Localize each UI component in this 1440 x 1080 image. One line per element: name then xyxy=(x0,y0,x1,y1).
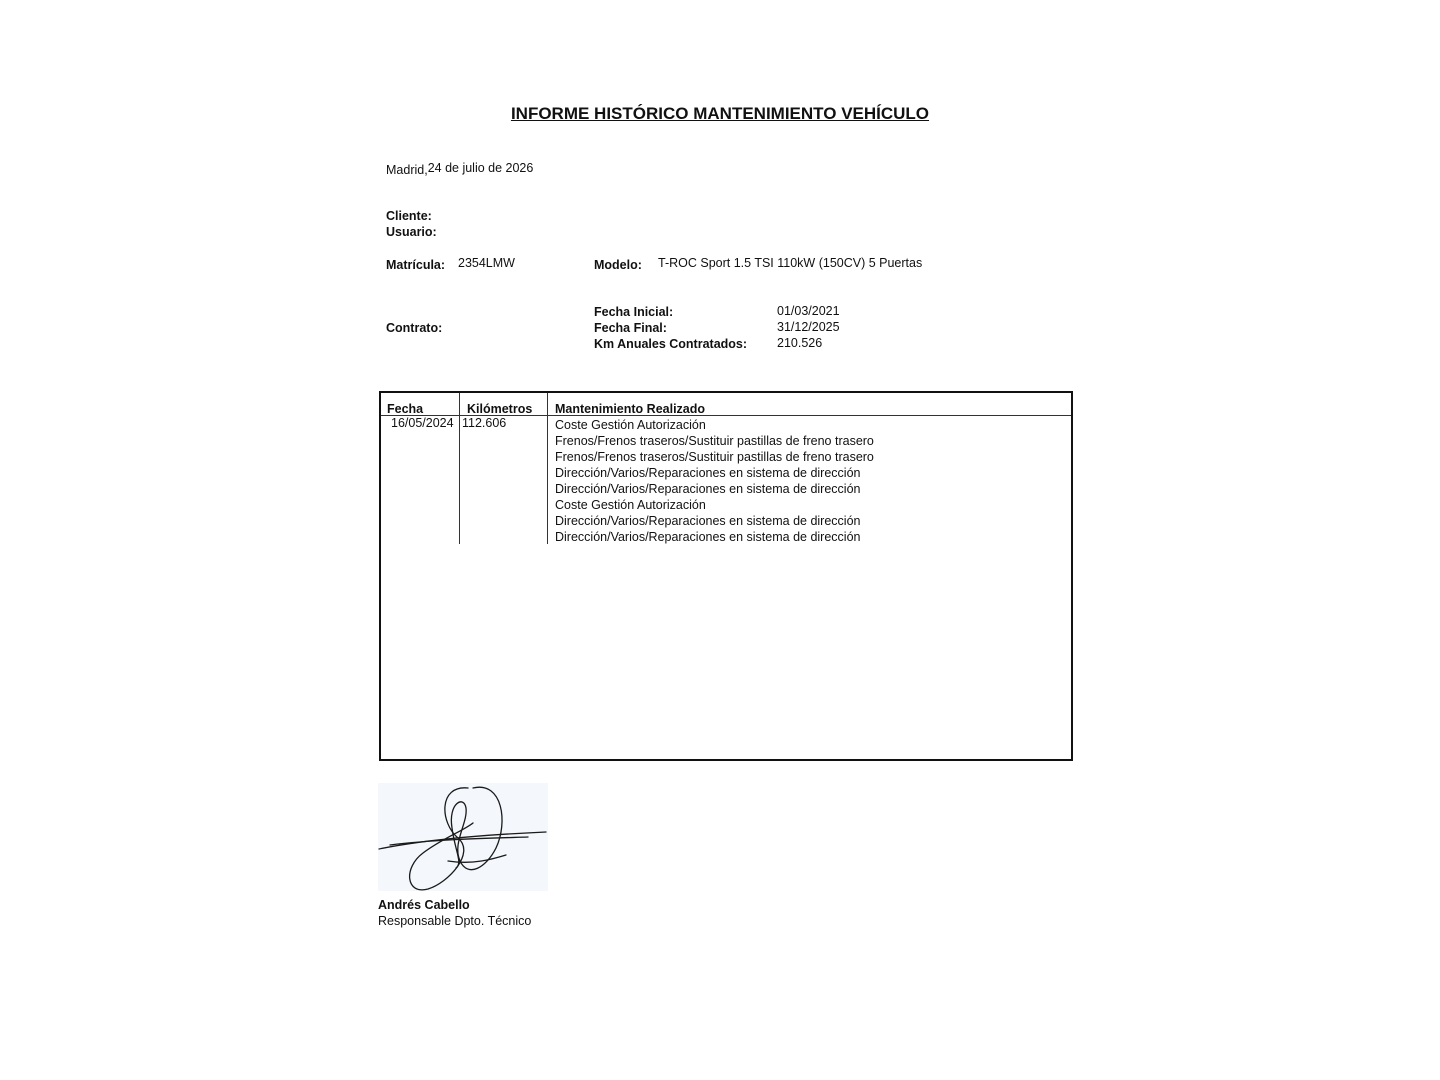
maintenance-item: Coste Gestión Autorización xyxy=(555,418,706,432)
handwritten-signature xyxy=(378,783,548,891)
contract-end-label: Fecha Final: xyxy=(594,321,667,335)
signer-name: Andrés Cabello xyxy=(378,898,470,912)
maintenance-item: Coste Gestión Autorización xyxy=(555,498,706,512)
contract-start-value: 01/03/2021 xyxy=(777,304,840,318)
model-label: Modelo: xyxy=(594,258,642,272)
signer-role: Responsable Dpto. Técnico xyxy=(378,914,532,928)
report-date: 24 de julio de 2026 xyxy=(427,161,534,175)
client-label: Cliente: xyxy=(386,209,432,223)
plate-value: 2354LMW xyxy=(458,256,515,270)
model-value: T-ROC Sport 1.5 TSI 110kW (150CV) 5 Puertas xyxy=(658,256,923,270)
contract-end-value: 31/12/2025 xyxy=(777,320,840,334)
plate-label: Matrícula: xyxy=(386,258,446,272)
contract-label: Contrato: xyxy=(386,321,443,335)
user-label: Usuario: xyxy=(386,225,437,239)
contract-start-label: Fecha Inicial: xyxy=(594,305,674,319)
maintenance-item: Dirección/Varios/Reparaciones en sistema de dirección xyxy=(555,530,861,544)
row-date: 16/05/2024 xyxy=(391,416,454,430)
maintenance-item: Dirección/Varios/Reparaciones en sistema de dirección xyxy=(555,482,861,496)
report-date-line xyxy=(386,161,533,175)
maintenance-list xyxy=(555,417,874,545)
maintenance-table xyxy=(379,391,1073,761)
place-prefix: Madrid, xyxy=(386,163,428,177)
maintenance-item: Dirección/Varios/Reparaciones en sistema de dirección xyxy=(555,466,861,480)
annual-km-label: Km Anuales Contratados: xyxy=(594,337,748,351)
maintenance-item: Dirección/Varios/Reparaciones en sistema de dirección xyxy=(555,514,861,528)
annual-km-value: 210.526 xyxy=(777,336,823,350)
maintenance-item: Frenos/Frenos traseros/Sustituir pastillas de freno trasero xyxy=(555,450,874,464)
header-km: Kilómetros xyxy=(467,402,533,416)
report-title: INFORME HISTÓRICO MANTENIMIENTO VEHÍCULO xyxy=(510,104,930,123)
maintenance-item: Frenos/Frenos traseros/Sustituir pastillas de freno trasero xyxy=(555,434,874,448)
row-km: 112.606 xyxy=(462,416,507,430)
header-date: Fecha xyxy=(387,402,424,416)
signature-image xyxy=(378,783,548,891)
header-maintenance: Mantenimiento Realizado xyxy=(555,402,706,416)
